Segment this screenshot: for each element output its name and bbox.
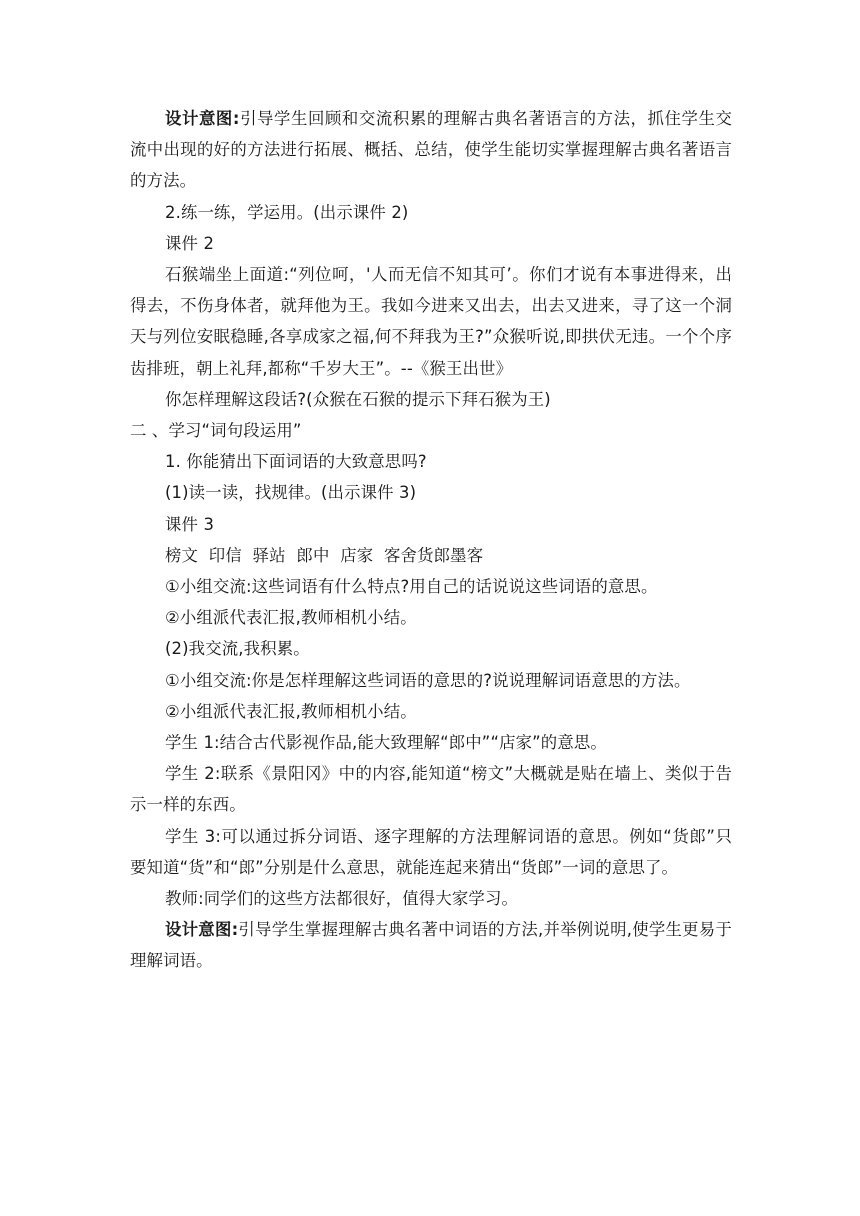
list-item: ①小组交流:你是怎样理解这些词语的意思的?说说理解词语意思的方法。 xyxy=(165,670,691,690)
teacher-comment: 教师:同学们的这些方法都很好，值得大家学习。 xyxy=(165,889,519,909)
sub-step-heading: (1)读一读，找规律。(出示课件 3) xyxy=(165,483,417,503)
quote-paragraph: 石猴端坐上面道:“列位呵，'人而无信不知其可’。你们才说有本事进得来，出得去，不伤身体者，就拜他为王。我如今进来又出去，出去又进来，寻了这一个洞天与列位安眠稳睡,各享成家之福,何不拜我为王?”众猴听说,即拱伏无违。一个个序齿排班，朝上礼拜,都称“千岁大王”。--《猴王出世》 xyxy=(130,265,732,378)
document-body xyxy=(130,103,732,977)
courseware-label: 课件 3 xyxy=(165,514,215,534)
student-answer: 学生 2:联系《景阳冈》中的内容,能知道“榜文”大概就是贴在墙上、类似于告示一样的东西。 xyxy=(130,764,732,815)
step-heading: 2.练一练，学运用。(出示课件 2) xyxy=(165,202,409,222)
list-item: ①小组交流:这些词语有什么特点?用自己的话说说这些词语的意思。 xyxy=(165,577,658,597)
student-answer: 学生 3:可以通过拆分词语、逐字理解的方法理解词语的意思。例如“货郎”只要知道“货”和“郎”分别是什么意思，就能连起来猜出“货郎”一词的意思了。 xyxy=(130,826,732,877)
design-intent-paragraph xyxy=(130,914,732,976)
word-list: 榜文 印信 驿站 郎中 店家 客舍货郎墨客 xyxy=(165,545,484,565)
student-answer: 学生 1:结合古代影视作品,能大致理解“郎中”“店家”的意思。 xyxy=(165,733,607,753)
design-intent-paragraph xyxy=(130,103,732,197)
list-item: ②小组派代表汇报,教师相机小结。 xyxy=(165,701,417,721)
sub-step-heading: (2)我交流,我积累。 xyxy=(165,639,310,659)
courseware-label: 课件 2 xyxy=(165,233,215,253)
design-intent-text: 引导学生回顾和交流积累的理解古典名著语言的方法，抓住学生交流中出现的好的方法进行拓展、概括、总结，使学生能切实掌握理解古典名著语言的方法。 xyxy=(130,109,732,191)
design-intent-label: 设计意图: xyxy=(165,920,239,940)
question-paragraph: 你怎样理解这段话?(众猴在石猴的提示下拜石猴为王) xyxy=(165,389,551,409)
design-intent-text: 引导学生掌握理解古典名著中词语的方法,并举例说明,使学生更易于理解词语。 xyxy=(130,920,732,971)
list-item: ②小组派代表汇报,教师相机小结。 xyxy=(165,608,417,628)
design-intent-label: 设计意图: xyxy=(165,109,240,128)
section-heading: 二 、学习“词句段运用” xyxy=(130,421,302,441)
numbered-question: 1. 你能猜出下面词语的大致意思吗? xyxy=(165,452,427,472)
